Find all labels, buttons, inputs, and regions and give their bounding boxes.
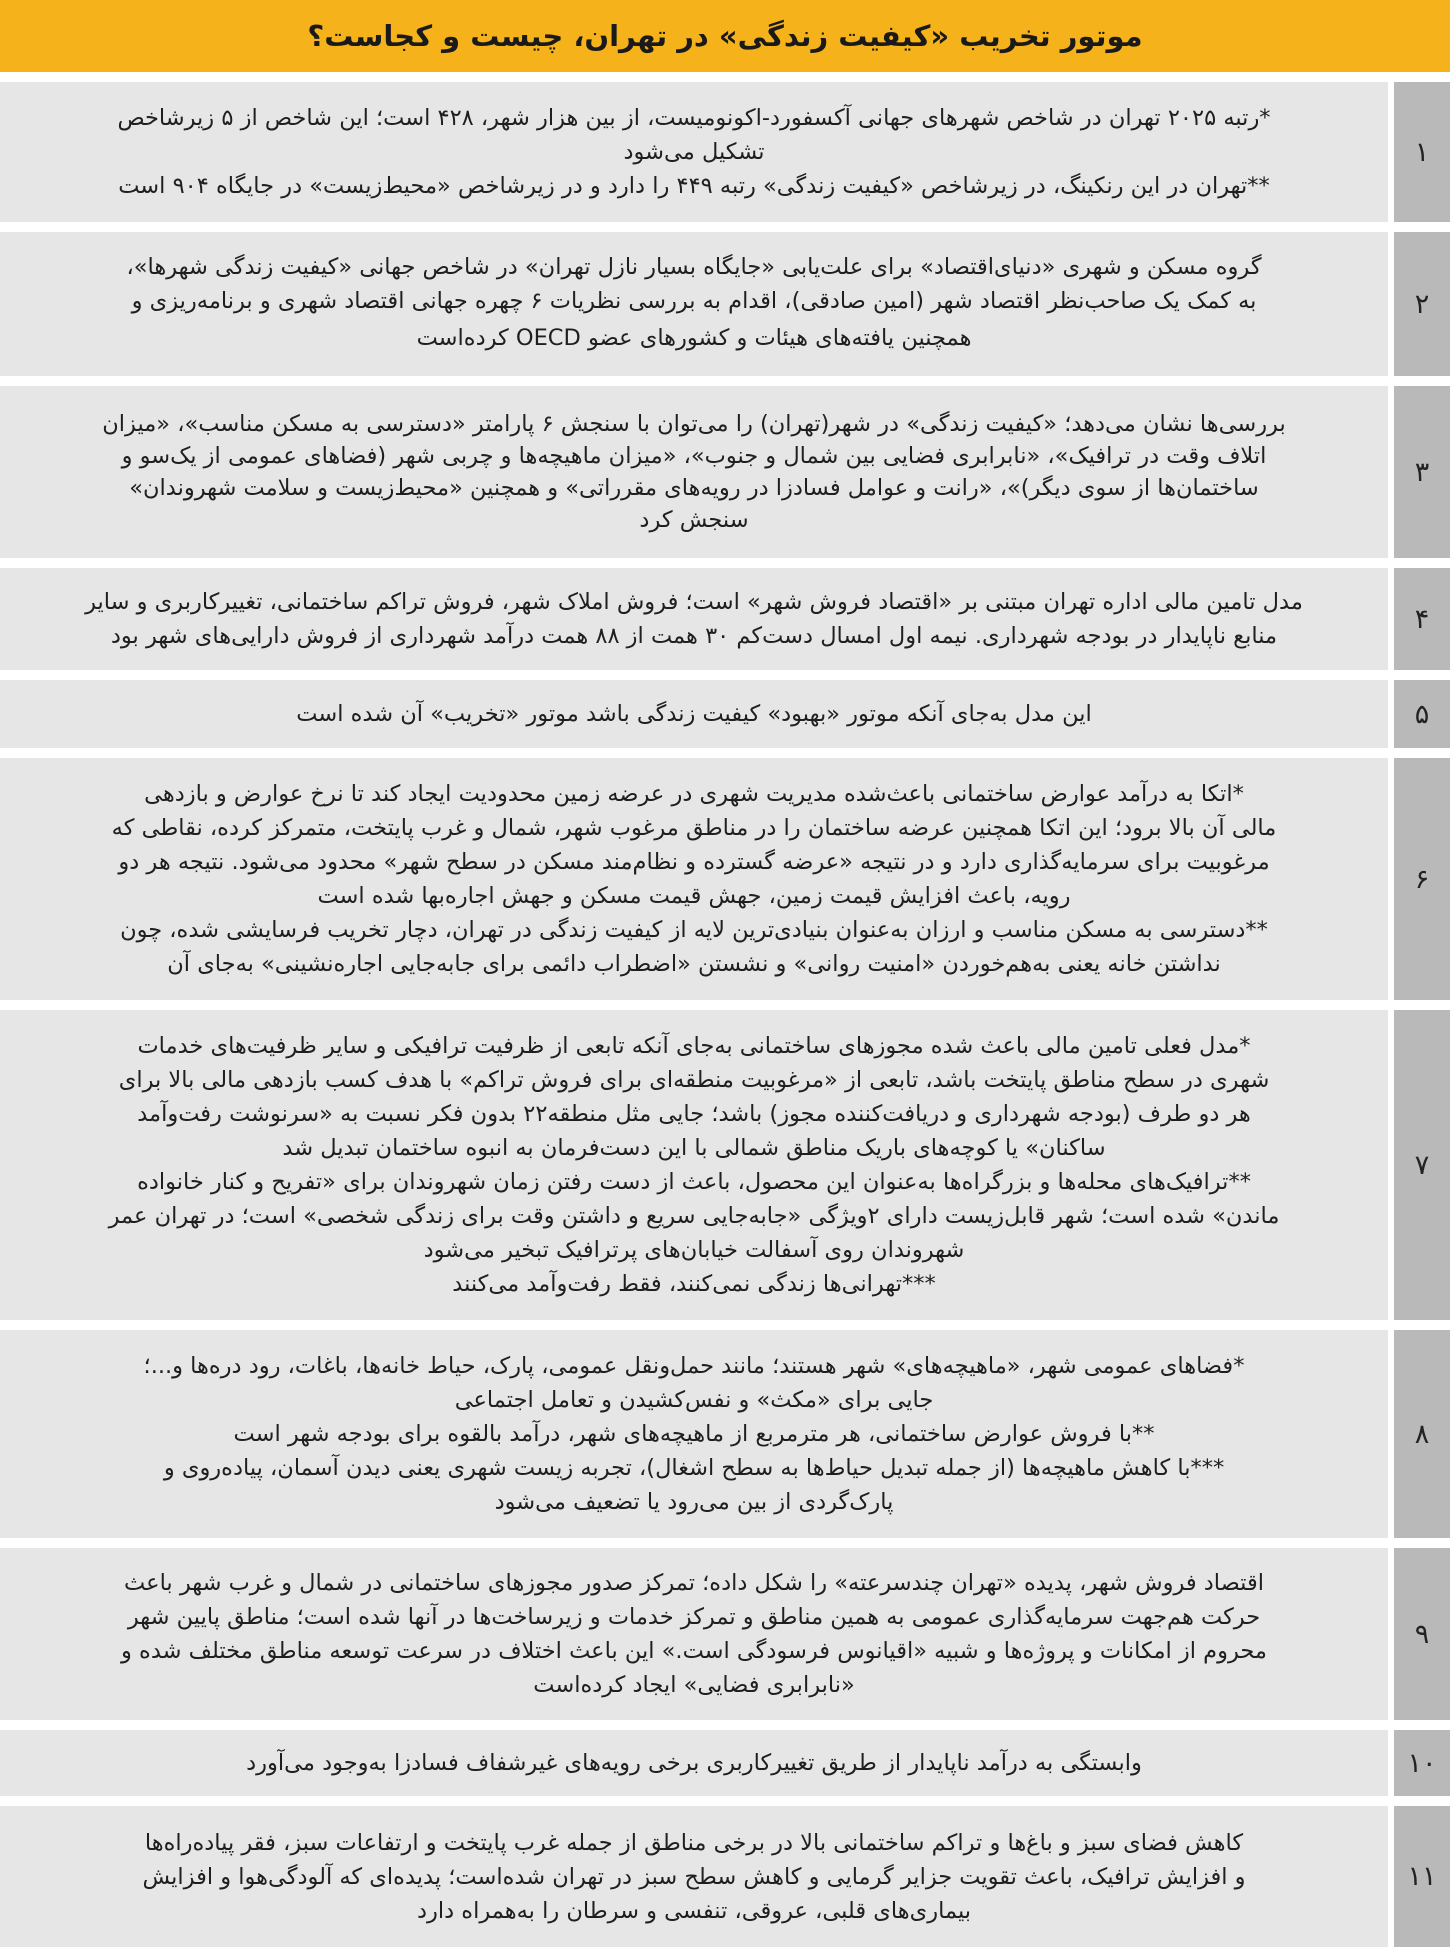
row-text-line: همچنین یافته‌های هیئات و کشورهای عضو OECD کرده‌است (416, 325, 972, 351)
row-text-line: جایی برای «مکث» و نفس‌کشیدن و تعامل اجتماعی (454, 1387, 934, 1413)
row-text-line: به کمک یک صاحب‌نظر اقتصاد شهر (امین صادقی)، اقدام به بررسی نظریات ۶ چهره جهانی اقتصاد شهری و برنامه‌ریزی و (131, 288, 1257, 314)
row-text-line: اقتصاد فروش شهر، پدیده «تهران چندسرعته» را شکل داده؛ تمرکز صدور مجوزهای ساختمانی در شمال و غرب شهر باعث (124, 1570, 1264, 1596)
row-text-cell (0, 568, 1388, 670)
row-text-cell (0, 1806, 1388, 1947)
table-row (0, 1548, 1450, 1720)
row-text-line: و افزایش ترافیک، باعث تقویت جزایر گرمایی و کاهش سطح سبز در تهران شده‌است؛ پدیده‌ای که آلودگی‌هوا و افزایش (142, 1863, 1246, 1890)
row-number: ۱ (1394, 82, 1450, 222)
row-text-line: بیماری‌های قلبی، عروقی، تنفسی و سرطان را به‌همراه دارد (416, 1897, 972, 1924)
table-row (0, 386, 1450, 558)
row-text-cell (0, 1330, 1388, 1538)
row-number: ۸ (1394, 1330, 1450, 1538)
row-text-line: **با فروش عوارض ساختمانی، هر مترمربع از ماهیچه‌های شهر، درآمد بالقوه برای بودجه شهر است (233, 1421, 1155, 1447)
row-text-line: مرغوبیت برای سرمایه‌گذاری دارد و در نتیجه «عرضه گسترده و نظام‌مند مسکن در سطح شهر» محدود می‌شود. نتیجه هر دو (118, 849, 1270, 875)
row-text-cell (0, 82, 1388, 222)
row-text-line: این مدل به‌جای آنکه موتور «بهبود» کیفیت زندگی باشد موتور «تخریب» آن شده است (296, 701, 1092, 727)
row-text-cell (0, 386, 1388, 558)
row-text-line: ساکنان» یا کوچه‌های باریک مناطق شمالی با این دست‌فرمان به انبوه ساختمان تبدیل شد (282, 1135, 1106, 1161)
row-text-line: هر دو طرف (بودجه شهرداری و دریافت‌کننده مجوز) باشد؛ جایی مثل منطقه۲۲ بدون فکر نسبت به «سرنوشت رفت‌وآمد (137, 1101, 1251, 1127)
row-text-line: شهروندان روی آسفالت خیابان‌های پرترافیک تبخیر می‌شود (423, 1237, 965, 1263)
row-text-line: محروم از امکانات و پروژه‌ها و شبیه «اقیانوس فرسودگی است.» این باعث اختلاف در سرعت توسعه مناطق مختلف شده و (121, 1638, 1267, 1664)
row-text-line: *رتبه ۲۰۲۵ تهران در شاخص شهرهای جهانی آکسفورد-اکونومیست، از بین هزار شهر، ۴۲۸ است؛ این شاخص از ۵ زیرشاخص (117, 105, 1271, 131)
row-text-line: **ترافیک‌های محله‌ها و بزرگراه‌ها به‌عنوان این محصول، باعث از دست رفتن زمان شهروندان برای «تفریح و کنار خانواده (137, 1169, 1251, 1195)
row-text-line: اتلاف وقت در ترافیک»، «نابرابری فضایی بین شمال و جنوب»، «میزان ماهیچه‌ها و چربی شهر (فضاهای عمومی از یک‌سو و (121, 443, 1267, 469)
row-text-line: «نابرابری فضایی» ایجاد کرده‌است (533, 1672, 855, 1698)
row-text-line: رویه، باعث افزایش قیمت زمین، جهش قیمت مسکن و جهش اجاره‌بها شده است (317, 883, 1071, 909)
row-text-line: تشکیل می‌شود (623, 139, 765, 165)
row-text-cell (0, 680, 1388, 748)
row-number: ۳ (1394, 386, 1450, 558)
row-text-line: پارک‌گردی از بین می‌رود یا تضعیف می‌شود (494, 1489, 894, 1515)
row-text-line: نداشتن خانه یعنی به‌هم‌خوردن «امنیت روانی» و نشستن «اضطراب دائمی برای جابه‌جایی اجاره‌نشینی» به‌جای آن (167, 951, 1221, 977)
row-text-cell (0, 232, 1388, 376)
table-row (0, 82, 1450, 222)
table-row (0, 232, 1450, 376)
row-text-line: ***تهرانی‌ها زندگی نمی‌کنند، فقط رفت‌وآمد می‌کنند (452, 1271, 936, 1297)
row-number: ۱۱ (1394, 1806, 1450, 1947)
table-row (0, 1010, 1450, 1320)
row-text-line: **تهران در این رنکینگ، در زیرشاخص «کیفیت زندگی» رتبه ۴۴۹ را دارد و در زیرشاخص «محیط‌زیست» در جایگاه ۹۰۴ است (118, 173, 1270, 199)
row-text-line: *مدل فعلی تامین مالی باعث شده مجوزهای ساختمانی به‌جای آنکه تابعی از ظرفیت ترافیکی و سایر ظرفیت‌های خدمات (137, 1033, 1251, 1059)
row-text-line: بررسی‌ها نشان می‌دهد؛ «کیفیت زندگی» در شهر(تهران) را می‌توان با سنجش ۶ پارامتر «دسترسی به مسکن مناسب»، «میزان (102, 411, 1286, 437)
row-text-line: ***با کاهش ماهیچه‌ها (از جمله تبدیل حیاط‌ها به سطح اشغال)، تجربه زیست شهری یعنی دیدن آسمان، پیاده‌روی و (163, 1455, 1225, 1481)
table-row (0, 568, 1450, 670)
row-text-line: کاهش فضای سبز و باغ‌ها و تراکم ساختمانی بالا در برخی مناطق از جمله غرب پایتخت و ارتفاعات سبز، فقر پیاده‌راه‌ها (144, 1829, 1244, 1856)
table-row (0, 680, 1450, 748)
row-number: ۶ (1394, 758, 1450, 1000)
row-text-line: ماندن» شده است؛ شهر قابل‌زیست دارای ۲ویژگی «جابه‌جایی سریع و داشتن وقت برای زندگی شخصی» است؛ در تهران عمر (108, 1203, 1280, 1229)
row-number: ۴ (1394, 568, 1450, 670)
row-text-line: مالی آن بالا برود؛ این اتکا همچنین عرضه ساختمان را در مناطق مرغوب شهر، شمال و غرب پایتخت، متمرکز کرده، نقاطی که (111, 815, 1277, 841)
row-number: ۹ (1394, 1548, 1450, 1720)
row-text-line: **دسترسی به مسکن مناسب و ارزان به‌عنوان بنیادی‌ترین لایه از کیفیت زندگی در تهران، دچار تخریب فرسایشی شده، چون (120, 917, 1268, 943)
row-number: ۱۰ (1394, 1730, 1450, 1796)
table-row (0, 1806, 1450, 1947)
row-text-line: *فضاهای عمومی شهر، «ماهیچه‌های» شهر هستند؛ مانند حمل‌ونقل عمومی، پارک، حیاط خانه‌ها، باغات، رود دره‌ها و...؛ (143, 1353, 1245, 1379)
row-number: ۲ (1394, 232, 1450, 376)
row-text-line: وابستگی به درآمد ناپایدار از طریق تغییرکاربری برخی رویه‌های غیرشفاف فسادزا به‌وجود می‌آورد (246, 1750, 1142, 1776)
row-number: ۷ (1394, 1010, 1450, 1320)
title-bar (0, 0, 1450, 72)
table-row (0, 1730, 1450, 1796)
row-text-line: سنجش کرد (639, 507, 749, 533)
page-title: موتور تخریب «کیفیت زندگی» در تهران، چیست و کجاست؟ (307, 19, 1143, 53)
row-text-line: گروه مسکن و شهری «دنیای‌اقتصاد» برای علت‌یابی «جایگاه بسیار نازل تهران» در شاخص جهانی «کیفیت زندگی شهرها»، (126, 254, 1262, 280)
row-text-line: ساختمان‌ها از سوی دیگر)»، «رانت و عوامل فسادزا در رویه‌های مقرراتی» و همچنین «محیط‌زیست و سلامت شهروندان» (129, 475, 1259, 501)
row-text-cell (0, 1548, 1388, 1720)
row-text-line: حرکت هم‌جهت سرمایه‌گذاری عمومی به همین مناطق و تمرکز خدمات و زیرساخت‌ها در آنها شده است؛ مناطق پایین شهر (127, 1604, 1261, 1630)
row-text-line: *اتکا به درآمد عوارض ساختمانی باعث‌شده مدیریت شهری در عرضه زمین محدودیت ایجاد کند تا نرخ عوارض و بازدهی (144, 781, 1244, 807)
row-text-cell (0, 1730, 1388, 1796)
row-text-cell (0, 1010, 1388, 1320)
row-text-cell (0, 758, 1388, 1000)
row-text-line: مدل تامین مالی اداره تهران مبتنی بر «اقتصاد فروش شهر» است؛ فروش املاک شهر، فروش تراکم ساختمانی، تغییرکاربری و سایر (85, 589, 1303, 615)
table-row (0, 758, 1450, 1000)
row-text-line: شهری در سطح مناطق پایتخت باشد، تابعی از «مرغوبیت منطقه‌ای برای فروش تراکم» با هدف کسب بازدهی مالی بالا برای (118, 1067, 1270, 1093)
row-number: ۵ (1394, 680, 1450, 748)
row-text-line: منابع ناپایدار در بودجه شهرداری. نیمه اول امسال دست‌کم ۳۰ همت از ۸۸ همت درآمد شهرداری از فروش دارایی‌های شهر بود (110, 623, 1278, 649)
table-row (0, 1330, 1450, 1538)
